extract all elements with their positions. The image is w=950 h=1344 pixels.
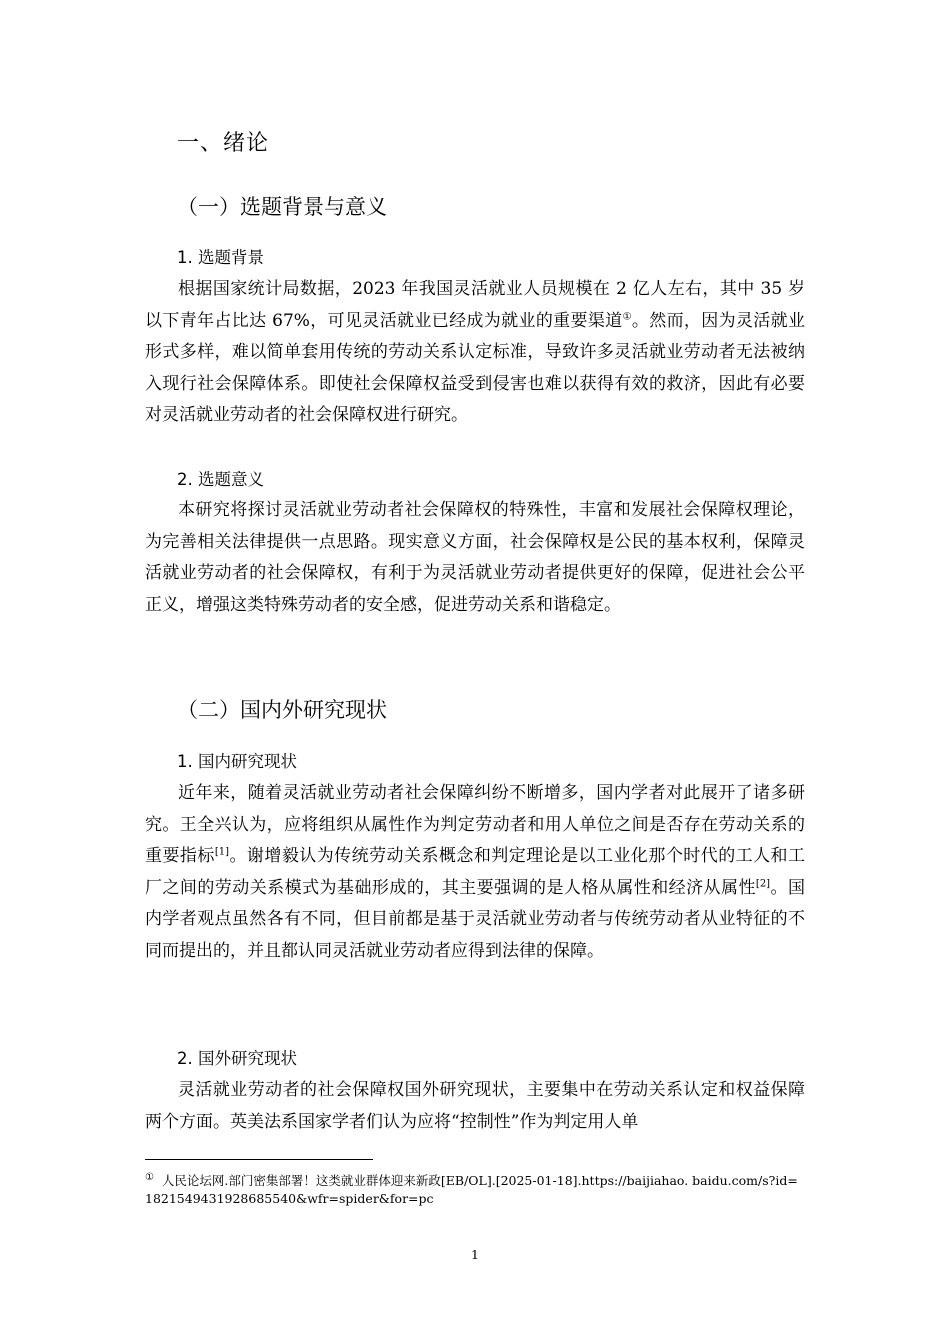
paragraph-text: 近年来，随着灵活就业劳动者社会保障纠纷不断增多，国内学者对此展开了诸多研究。王全兴认为，应将组织从属性作为判定劳动者和用人单位之间是否存在劳动关系的重要指标 — [145, 783, 805, 867]
footnote-mark: ① — [145, 1171, 154, 1183]
paragraph-text: 根据国家统计局数据，2023 年我国灵活就业人员规模在 2 亿人左右，其中 35 岁以下青年占比达 67%，可见灵活就业已经成为就业的重要渠道 — [145, 279, 805, 331]
paragraph-text: 。国内学者观点虽然各有不同，但目前都是基于灵活就业劳动者与传统劳动者从业特征的不同而提出的，并且都认同灵活就业劳动者应得到法律的保障。 — [145, 877, 806, 961]
footnote-ref[interactable]: ① — [622, 310, 632, 322]
heading-topic-significance: 2. 选题意义 — [177, 470, 264, 489]
heading-foreign-research: 2. 国外研究现状 — [177, 1049, 297, 1068]
citation-ref-2[interactable]: [2] — [755, 878, 771, 890]
heading-domestic-research: 1. 国内研究现状 — [177, 752, 297, 771]
paragraph-background — [145, 274, 805, 432]
paragraph-text: 。谢增毅认为传统劳动关系概念和判定理论是以工业化那个时代的工人和工厂之间的劳动关系模式为基础形成的，其主要强调的是人格从属性和经济从属性 — [145, 846, 806, 898]
heading-topic-background: 1. 选题背景 — [177, 248, 264, 267]
paragraph-foreign-research: 灵活就业劳动者的社会保障权国外研究现状，主要集中在劳动关系认定和权益保障两个方面。英美法系国家学者们认为应将“控制性”作为判定用人单 — [145, 1080, 805, 1132]
footnote — [145, 1172, 805, 1208]
section-heading: 一、绪论 — [177, 131, 270, 156]
subsection-heading-research-status: （二）国内外研究现状 — [177, 698, 387, 722]
footnote-divider — [145, 1159, 373, 1160]
subsection-heading-background: （一）选题背景与意义 — [177, 195, 387, 219]
footnote-text: 人民论坛网.部门密集部署！这类就业群体迎来新政[EB/OL].[2025-01-18].https://baijiahao. baidu.com/s?id=1821549431928685540&wfr=spider&for=pc — [145, 1173, 798, 1206]
citation-ref-1[interactable]: [1] — [214, 846, 229, 858]
paragraph-text: 。然而，因为灵活就业形式多样，难以简单套用传统的劳动关系认定标准，导致许多灵活就业劳动者无法被纳入现行社会保障体系。即使社会保障权益受到侵害也难以获得有效的救济，因此有必要对灵活就业劳动者的社会保障权进行研究。 — [145, 310, 805, 426]
paragraph-domestic-research — [145, 778, 805, 968]
page-number: 1 — [471, 1247, 479, 1262]
paragraph-significance: 本研究将探讨灵活就业劳动者社会保障权的特殊性，丰富和发展社会保障权理论，为完善相关法律提供一点思路。现实意义方面，社会保障权是公民的基本权利，保障灵活就业劳动者的社会保障权，有利于为灵活就业劳动者提供更好的保障，促进社会公平正义，增强这类特殊劳动者的安全感，促进劳动关系和谐稳定。 — [145, 500, 805, 615]
